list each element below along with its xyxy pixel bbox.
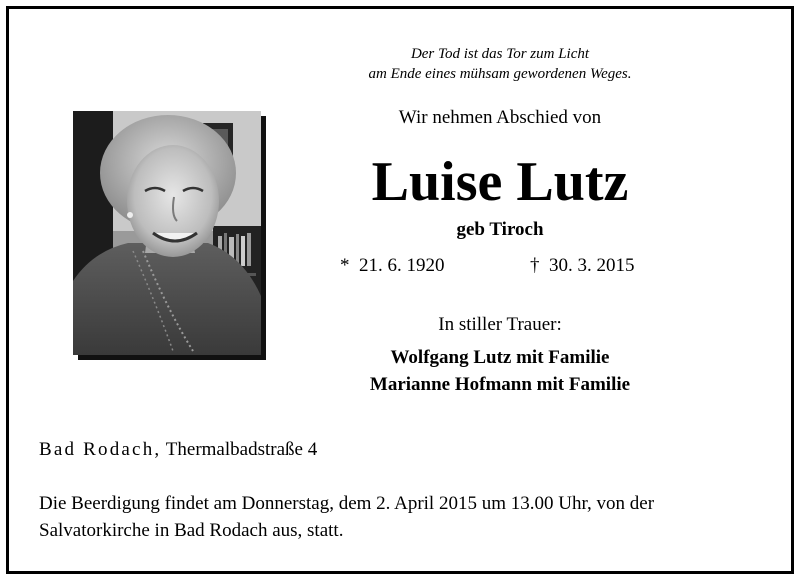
- address: [39, 439, 317, 461]
- birth-date: [340, 255, 445, 277]
- deceased-name: Luise Lutz: [371, 151, 629, 213]
- funeral-notice: [39, 490, 779, 544]
- mourner-2: Marianne Hofmann mit Familie: [369, 374, 631, 395]
- motto: [300, 44, 700, 84]
- motto-line-2: am Ende eines mühsam gewordenen Weges.: [368, 66, 632, 82]
- death-symbol: †: [530, 255, 540, 276]
- death-date-value: 30. 3. 2015: [549, 255, 635, 276]
- funeral-line-1: Die Beerdigung findet am Donnerstag, dem 2. April 2015 um 13.00 Uhr, von der: [39, 493, 655, 514]
- birth-date-value: 21. 6. 1920: [359, 255, 445, 276]
- intro-text: Wir nehmen Abschied von: [398, 107, 602, 128]
- motto-line-1: Der Tod ist das Tor zum Licht: [410, 46, 590, 62]
- funeral-line-2: Salvatorkirche in Bad Rodach aus, statt.: [39, 520, 344, 541]
- mourner-1: Wolfgang Lutz mit Familie: [390, 347, 610, 368]
- death-date: [530, 255, 635, 277]
- mourning-label: In stiller Trauer:: [438, 314, 562, 335]
- portrait-photo: [73, 111, 261, 355]
- maiden-name: geb Tiroch: [456, 219, 544, 240]
- birth-symbol: *: [340, 255, 350, 276]
- address-city: Bad Rodach,: [39, 439, 162, 460]
- mourners-list: [300, 344, 700, 398]
- address-street: Thermalbadstraße 4: [165, 439, 318, 460]
